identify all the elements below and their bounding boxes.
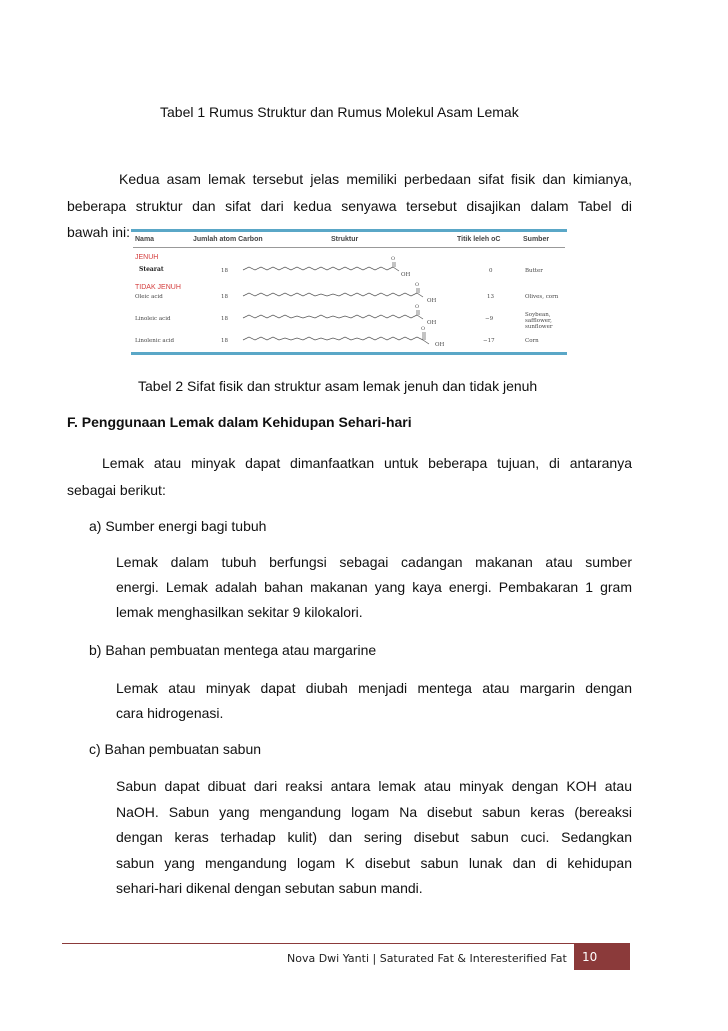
table-2-caption: Tabel 2 Sifat fisik dan struktur asam lemak jenuh dan tidak jenuh: [138, 378, 538, 394]
item-a-line-1: Lemak dalam tubuh berfungsi sebagai cadangan makanan atau sumber: [116, 554, 632, 570]
fig-row-carbons: 18: [221, 294, 228, 300]
table-1-caption: Tabel 1 Rumus Struktur dan Rumus Molekul Asam Lemak: [160, 104, 519, 120]
svg-text:O: O: [421, 326, 426, 332]
fig-row-name: Oleic acid: [135, 294, 163, 300]
item-b-title: b) Bahan pembuatan mentega atau margarine: [89, 642, 377, 658]
fig-row-mp: −9: [485, 316, 494, 322]
section-f-intro-line-2: sebagai berikut:: [67, 482, 166, 498]
item-c-title: c) Bahan pembuatan sabun: [89, 741, 262, 757]
intro-line-3: bawah ini:: [67, 224, 131, 240]
fig-row-source: Butter: [525, 268, 543, 274]
fig-row-name: Linoleic acid: [135, 316, 171, 322]
fatty-acid-structures-drawing: [131, 232, 567, 358]
intro-line-1: Kedua asam lemak tersebut jelas memiliki perbedaan sifat fisik dan kimianya,: [119, 171, 632, 187]
fig-row-carbons: 18: [221, 268, 228, 274]
item-b-line-1: Lemak atau minyak dapat diubah menjadi mentega atau margarin dengan: [116, 680, 632, 696]
fig-category-unsaturated: TIDAK JENUH: [135, 284, 181, 291]
fig-row-name: Linolenic acid: [135, 338, 175, 344]
fig-row-mp: −17: [483, 338, 495, 344]
intro-line-2: beberapa struktur dan sifat dari kedua senyawa tersebut disajikan dalam Tabel di: [67, 198, 632, 214]
fig-header-structure: Struktur: [331, 236, 359, 243]
item-c-line-4: sabun yang mengandung logam K disebut sabun lunak dan di kehidupan: [116, 855, 632, 871]
section-f-heading: F. Penggunaan Lemak dalam Kehidupan Sehari-hari: [67, 414, 412, 430]
page-number: 10: [574, 944, 630, 970]
fig-header-source: Sumber: [523, 236, 550, 243]
fig-category-saturated: JENUH: [135, 254, 159, 261]
fatty-acid-table-figure: [131, 229, 567, 355]
item-c-line-1: Sabun dapat dibuat dari reaksi antara lemak atau minyak dengan KOH atau: [116, 778, 632, 794]
fig-row-source: Corn: [525, 338, 539, 344]
fig-row-mp: 0: [489, 268, 493, 274]
fig-row-carbons: 18: [221, 338, 228, 344]
item-c-line-5: sehari-hari dikenal dengan sebutan sabun mandi.: [116, 880, 423, 896]
fig-header-melting-point: Titik leleh oC: [457, 236, 501, 243]
svg-text:O: O: [415, 282, 420, 288]
fig-header-carbons: Jumlah atom Carbon: [193, 236, 263, 243]
item-a-title: a) Sumber energi bagi tubuh: [89, 518, 267, 534]
svg-text:O: O: [391, 256, 396, 262]
footer-divider: [62, 943, 630, 944]
fig-row-mp: 13: [487, 294, 494, 300]
fig-row-group: OH: [427, 298, 437, 304]
fig-row-carbons: 18: [221, 316, 228, 322]
item-b-line-2: cara hidrogenasi.: [116, 705, 224, 721]
fig-header-name: Nama: [135, 236, 155, 243]
section-f-intro-line-1: Lemak atau minyak dapat dimanfaatkan untuk beberapa tujuan, di antaranya: [102, 455, 632, 471]
footer-text: Nova Dwi Yanti | Saturated Fat & Interesterified Fat: [287, 952, 567, 965]
fig-row-source: Soybean, safflower, sunflower: [525, 312, 553, 330]
svg-text:O: O: [415, 304, 420, 310]
item-a-line-2: energi. Lemak adalah bahan makanan yang kaya energi. Pembakaran 1 gram: [116, 579, 632, 595]
fig-row-group: OH: [401, 272, 411, 278]
fig-row-group: OH: [427, 320, 437, 326]
fig-row-name: Stearat: [139, 266, 164, 273]
item-c-line-3: dengan keras terhadap kulit) dan sering disebut sabun cuci. Sedangkan: [116, 829, 632, 845]
item-a-line-3: lemak menghasilkan sekitar 9 kilokalori.: [116, 604, 363, 620]
fig-row-group: OH: [435, 342, 445, 348]
fig-row-source: Olives, corn: [525, 294, 559, 300]
item-c-line-2: NaOH. Sabun yang mengandung logam Na disebut sabun keras (bereaksi: [116, 804, 632, 820]
